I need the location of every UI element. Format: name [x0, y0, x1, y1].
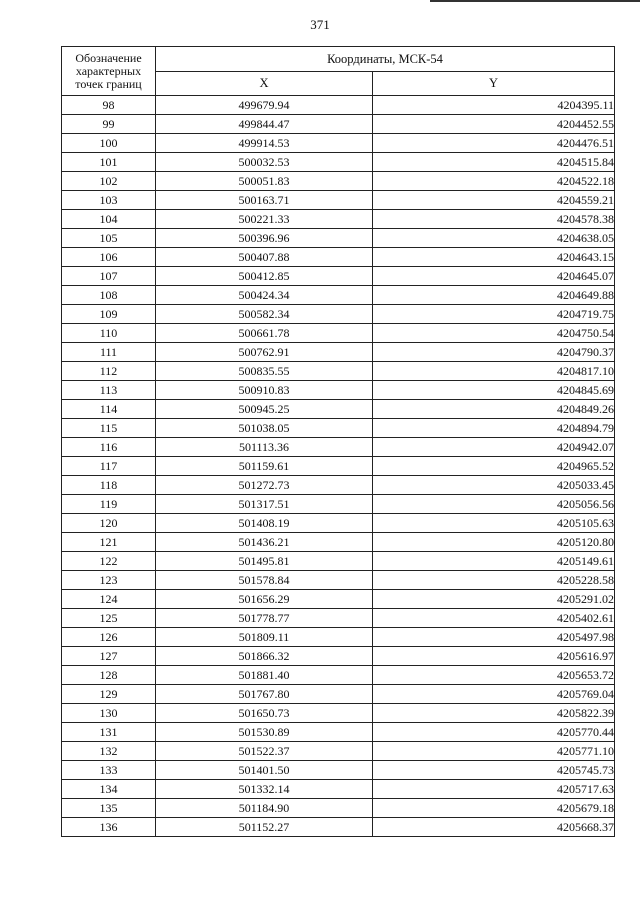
header-point-line: точек границ [75, 76, 142, 91]
point-number-cell: 102 [62, 172, 156, 191]
point-number-cell: 129 [62, 685, 156, 704]
table-row [62, 134, 615, 153]
table-row [62, 704, 615, 723]
y-coordinate-cell: 4205497.98 [373, 628, 615, 647]
y-coordinate-cell: 4205616.97 [373, 647, 615, 666]
x-coordinate-cell: 501809.11 [156, 628, 373, 647]
point-number-cell: 105 [62, 229, 156, 248]
top-edge-rule [430, 0, 640, 2]
x-coordinate-cell: 501401.50 [156, 761, 373, 780]
table-row [62, 818, 615, 837]
y-coordinate-cell: 4205679.18 [373, 799, 615, 818]
y-coordinate-cell: 4205769.04 [373, 685, 615, 704]
y-coordinate-cell: 4204942.07 [373, 438, 615, 457]
x-coordinate-cell: 500051.83 [156, 172, 373, 191]
y-coordinate-cell: 4205149.61 [373, 552, 615, 571]
header-y: Y [373, 72, 615, 96]
x-coordinate-cell: 501184.90 [156, 799, 373, 818]
point-number-cell: 133 [62, 761, 156, 780]
x-coordinate-cell: 501038.05 [156, 419, 373, 438]
table-row [62, 96, 615, 115]
x-coordinate-cell: 501881.40 [156, 666, 373, 685]
table-row [62, 495, 615, 514]
x-coordinate-cell: 500407.88 [156, 248, 373, 267]
y-coordinate-cell: 4205653.72 [373, 666, 615, 685]
table-row [62, 191, 615, 210]
y-coordinate-cell: 4204515.84 [373, 153, 615, 172]
y-coordinate-cell: 4204476.51 [373, 134, 615, 153]
y-coordinate-cell: 4204719.75 [373, 305, 615, 324]
x-coordinate-cell: 501530.89 [156, 723, 373, 742]
x-coordinate-cell: 500163.71 [156, 191, 373, 210]
point-number-cell: 134 [62, 780, 156, 799]
x-coordinate-cell: 501332.14 [156, 780, 373, 799]
table-header-row [62, 47, 615, 72]
table-row [62, 647, 615, 666]
y-coordinate-cell: 4204845.69 [373, 381, 615, 400]
y-coordinate-cell: 4204578.38 [373, 210, 615, 229]
y-coordinate-cell: 4204849.26 [373, 400, 615, 419]
header-boundary-points [62, 47, 156, 96]
header-coordinates: Координаты, МСК-54 [156, 47, 615, 72]
table-row [62, 533, 615, 552]
table-row [62, 552, 615, 571]
table-row [62, 628, 615, 647]
y-coordinate-cell: 4205033.45 [373, 476, 615, 495]
table-row [62, 799, 615, 818]
point-number-cell: 107 [62, 267, 156, 286]
x-coordinate-cell: 501408.19 [156, 514, 373, 533]
y-coordinate-cell: 4205402.61 [373, 609, 615, 628]
x-coordinate-cell: 500424.34 [156, 286, 373, 305]
table-row [62, 476, 615, 495]
y-coordinate-cell: 4205770.44 [373, 723, 615, 742]
table-row [62, 666, 615, 685]
y-coordinate-cell: 4205822.39 [373, 704, 615, 723]
x-coordinate-cell: 501495.81 [156, 552, 373, 571]
y-coordinate-cell: 4204395.11 [373, 96, 615, 115]
table-row [62, 210, 615, 229]
point-number-cell: 118 [62, 476, 156, 495]
table-row [62, 571, 615, 590]
x-coordinate-cell: 500221.33 [156, 210, 373, 229]
point-number-cell: 126 [62, 628, 156, 647]
point-number-cell: 115 [62, 419, 156, 438]
header-point-line: характерных [75, 63, 142, 78]
table-row [62, 343, 615, 362]
y-coordinate-cell: 4205105.63 [373, 514, 615, 533]
y-coordinate-cell: 4204643.15 [373, 248, 615, 267]
point-number-cell: 124 [62, 590, 156, 609]
y-coordinate-cell: 4205717.63 [373, 780, 615, 799]
table-row [62, 419, 615, 438]
header-x: X [156, 72, 373, 96]
table-row [62, 229, 615, 248]
x-coordinate-cell: 500661.78 [156, 324, 373, 343]
x-coordinate-cell: 500032.53 [156, 153, 373, 172]
x-coordinate-cell: 501436.21 [156, 533, 373, 552]
table-row [62, 438, 615, 457]
point-number-cell: 130 [62, 704, 156, 723]
point-number-cell: 101 [62, 153, 156, 172]
x-coordinate-cell: 500762.91 [156, 343, 373, 362]
table-row [62, 723, 615, 742]
x-coordinate-cell: 499914.53 [156, 134, 373, 153]
x-coordinate-cell: 500396.96 [156, 229, 373, 248]
table-row [62, 742, 615, 761]
y-coordinate-cell: 4205228.58 [373, 571, 615, 590]
point-number-cell: 132 [62, 742, 156, 761]
point-number-cell: 123 [62, 571, 156, 590]
x-coordinate-cell: 501317.51 [156, 495, 373, 514]
table-row [62, 153, 615, 172]
y-coordinate-cell: 4204817.10 [373, 362, 615, 381]
y-coordinate-cell: 4204649.88 [373, 286, 615, 305]
x-coordinate-cell: 501778.77 [156, 609, 373, 628]
point-number-cell: 128 [62, 666, 156, 685]
x-coordinate-cell: 501159.61 [156, 457, 373, 476]
table-row [62, 248, 615, 267]
x-coordinate-cell: 500582.34 [156, 305, 373, 324]
point-number-cell: 135 [62, 799, 156, 818]
table-row [62, 305, 615, 324]
y-coordinate-cell: 4205120.80 [373, 533, 615, 552]
point-number-cell: 108 [62, 286, 156, 305]
table-row [62, 324, 615, 343]
point-number-cell: 113 [62, 381, 156, 400]
x-coordinate-cell: 499679.94 [156, 96, 373, 115]
point-number-cell: 117 [62, 457, 156, 476]
table-body [62, 96, 615, 837]
x-coordinate-cell: 501866.32 [156, 647, 373, 666]
point-number-cell: 111 [62, 343, 156, 362]
point-number-cell: 110 [62, 324, 156, 343]
point-number-cell: 116 [62, 438, 156, 457]
point-number-cell: 136 [62, 818, 156, 837]
x-coordinate-cell: 501578.84 [156, 571, 373, 590]
x-coordinate-cell: 501113.36 [156, 438, 373, 457]
point-number-cell: 104 [62, 210, 156, 229]
point-number-cell: 127 [62, 647, 156, 666]
table-row [62, 381, 615, 400]
y-coordinate-cell: 4204965.52 [373, 457, 615, 476]
y-coordinate-cell: 4205056.56 [373, 495, 615, 514]
point-number-cell: 100 [62, 134, 156, 153]
table-row [62, 400, 615, 419]
table-row [62, 609, 615, 628]
y-coordinate-cell: 4204750.54 [373, 324, 615, 343]
x-coordinate-cell: 501152.27 [156, 818, 373, 837]
x-coordinate-cell: 501522.37 [156, 742, 373, 761]
page-number: 371 [310, 17, 330, 32]
table-row [62, 115, 615, 134]
y-coordinate-cell: 4204645.07 [373, 267, 615, 286]
point-number-cell: 112 [62, 362, 156, 381]
x-coordinate-cell: 501656.29 [156, 590, 373, 609]
x-coordinate-cell: 500835.55 [156, 362, 373, 381]
y-coordinate-cell: 4204559.21 [373, 191, 615, 210]
table-row [62, 514, 615, 533]
x-coordinate-cell: 500412.85 [156, 267, 373, 286]
y-coordinate-cell: 4204638.05 [373, 229, 615, 248]
point-number-cell: 122 [62, 552, 156, 571]
y-coordinate-cell: 4205668.37 [373, 818, 615, 837]
table-row [62, 362, 615, 381]
point-number-cell: 99 [62, 115, 156, 134]
coordinates-table [61, 46, 615, 837]
y-coordinate-cell: 4205291.02 [373, 590, 615, 609]
point-number-cell: 114 [62, 400, 156, 419]
table-row [62, 780, 615, 799]
table-row [62, 761, 615, 780]
point-number-cell: 121 [62, 533, 156, 552]
x-coordinate-cell: 500945.25 [156, 400, 373, 419]
y-coordinate-cell: 4204452.55 [373, 115, 615, 134]
point-number-cell: 109 [62, 305, 156, 324]
point-number-cell: 119 [62, 495, 156, 514]
point-number-cell: 120 [62, 514, 156, 533]
point-number-cell: 103 [62, 191, 156, 210]
point-number-cell: 98 [62, 96, 156, 115]
point-number-cell: 125 [62, 609, 156, 628]
table-row [62, 457, 615, 476]
x-coordinate-cell: 501650.73 [156, 704, 373, 723]
x-coordinate-cell: 499844.47 [156, 115, 373, 134]
point-number-cell: 131 [62, 723, 156, 742]
table-row [62, 685, 615, 704]
header-point-line: Обозначение [75, 50, 142, 65]
table-row [62, 286, 615, 305]
table-row [62, 590, 615, 609]
x-coordinate-cell: 500910.83 [156, 381, 373, 400]
y-coordinate-cell: 4205771.10 [373, 742, 615, 761]
table-row [62, 267, 615, 286]
x-coordinate-cell: 501272.73 [156, 476, 373, 495]
y-coordinate-cell: 4204894.79 [373, 419, 615, 438]
point-number-cell: 106 [62, 248, 156, 267]
table-row [62, 172, 615, 191]
y-coordinate-cell: 4205745.73 [373, 761, 615, 780]
x-coordinate-cell: 501767.80 [156, 685, 373, 704]
y-coordinate-cell: 4204522.18 [373, 172, 615, 191]
y-coordinate-cell: 4204790.37 [373, 343, 615, 362]
